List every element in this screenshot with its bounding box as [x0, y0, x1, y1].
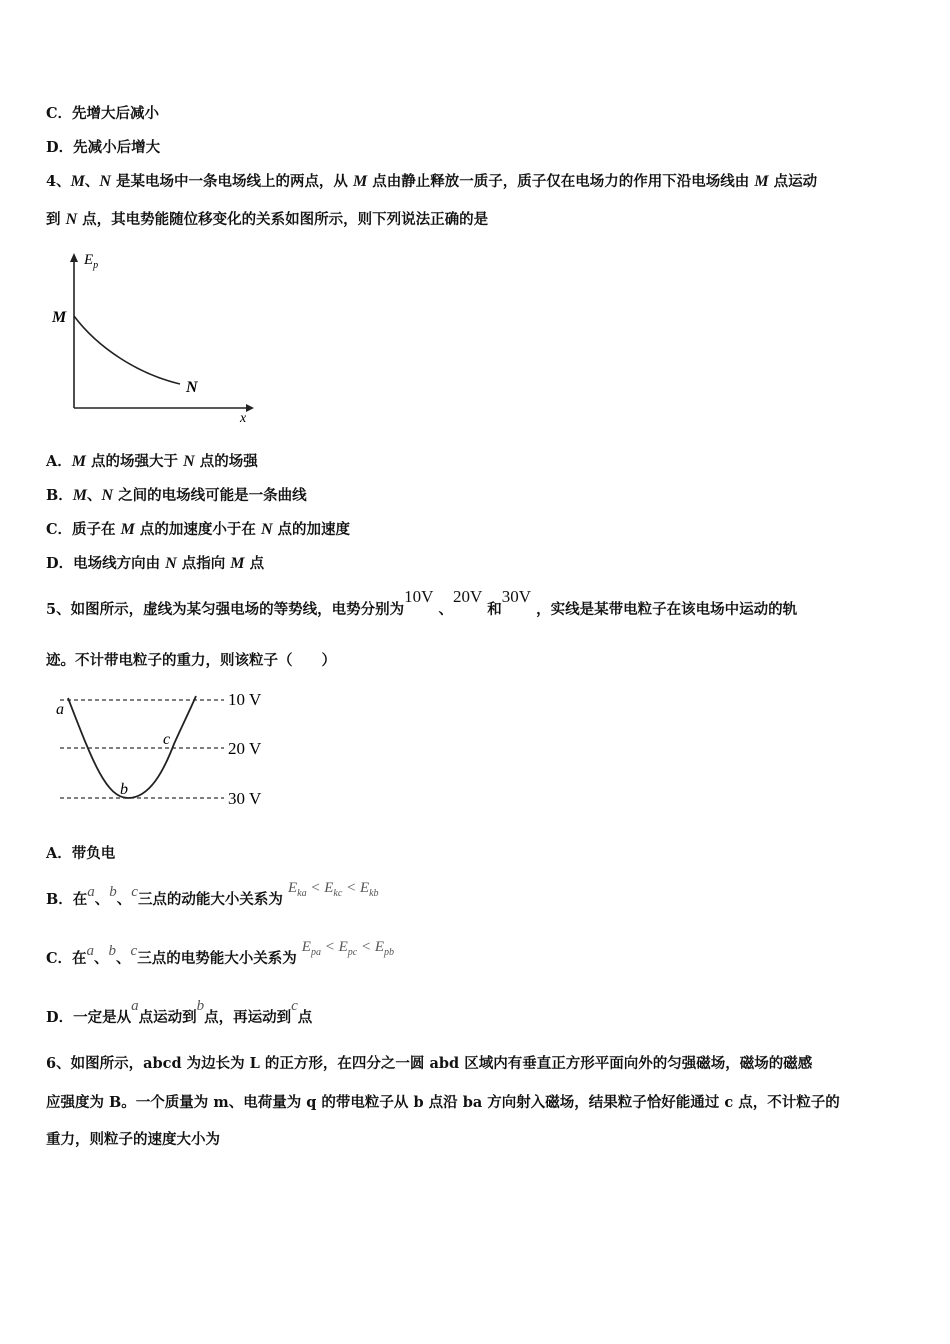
q4-option-b: B．M、N 之间的电场线可能是一条曲线	[46, 487, 307, 504]
kinetic-energy-relation: $E_{ka} < E_{kc} < E_{kb}$	[288, 880, 379, 899]
voltage-20: 20V	[452, 587, 483, 606]
q4-option-d: D．电场线方向由 N 点指向 M 点	[46, 555, 265, 572]
q4-stem-line1: 4、M、N 是某电场中一条电场线上的两点，从 M 点由静止释放一质子，质子仅在电场力的作用下沿电场线由 M 点运动	[46, 173, 818, 190]
q5-option-b: B．在a、b、c三点的动能大小关系为 $E_{ka} < E_{kc} < E_{kb}$	[46, 880, 379, 908]
q3-option-d: D．先减小后增大	[46, 139, 161, 156]
x-axis-label: x	[240, 411, 247, 426]
label-10v: 10 V	[228, 690, 262, 709]
point-a-label: a	[56, 701, 64, 718]
voltage-30: 30V	[501, 587, 532, 606]
q4-stem-line2: 到 N 点，其电势能随位移变化的关系如图所示，则下列说法正确的是	[46, 211, 489, 228]
q4-option-c: C．质子在 M 点的加速度小于在 N 点的加速度	[46, 521, 351, 538]
q5-stem-line2: 迹。不计带电粒子的重力，则该粒子（ ）	[46, 652, 336, 669]
q6-stem-line3: 重力，则粒子的速度大小为	[46, 1131, 220, 1148]
point-m-label: M	[52, 309, 67, 326]
q4-option-a: A．M 点的场强大于 N 点的场强	[46, 453, 258, 470]
q5-option-d: D．一定是从a点运动到b点，再运动到c点	[46, 998, 313, 1026]
label-30v: 30 V	[228, 789, 262, 808]
y-axis-arrow	[70, 253, 78, 262]
q4-ep-graph	[46, 250, 258, 426]
y-axis-label: $E_p$	[84, 252, 99, 271]
q5-option-c: C．在a、b、c三点的电势能大小关系为 $E_{pa} < E_{pc} < E_{pb}$	[46, 939, 394, 967]
q5-equipotential-figure	[46, 682, 286, 812]
x-axis-arrow	[246, 404, 254, 412]
ep-curve	[74, 316, 180, 384]
q3-option-c: C．先增大后减小	[46, 105, 160, 122]
q5-option-a: A．带负电	[46, 845, 116, 862]
q6-stem-line2: 应强度为 B。一个质量为 m、电荷量为 q 的带电粒子从 b 点沿 ba 方向射入磁场，结果粒子恰好能通过 c 点，不计粒子的	[46, 1094, 840, 1111]
q5-stem-line1: 5、如图所示，虚线为某匀强电场的等势线，电势分别为10V 、20V 和30V ，实线是某带电粒子在该电场中运动的轨	[46, 587, 798, 618]
particle-trajectory	[68, 696, 196, 798]
point-c-label: c	[163, 731, 171, 748]
potential-energy-relation: $E_{pa} < E_{pc} < E_{pb}$	[301, 939, 394, 958]
q6-stem-line1: 6、如图所示，abcd 为边长为 L 的正方形，在四分之一圆 abd 区域内有垂直正方形平面向外的匀强磁场，磁场的磁感	[46, 1055, 813, 1072]
voltage-10: 10V	[404, 587, 434, 606]
label-20v: 20 V	[228, 739, 262, 758]
point-n-label: N	[186, 379, 198, 396]
point-b-label: b	[120, 781, 128, 798]
